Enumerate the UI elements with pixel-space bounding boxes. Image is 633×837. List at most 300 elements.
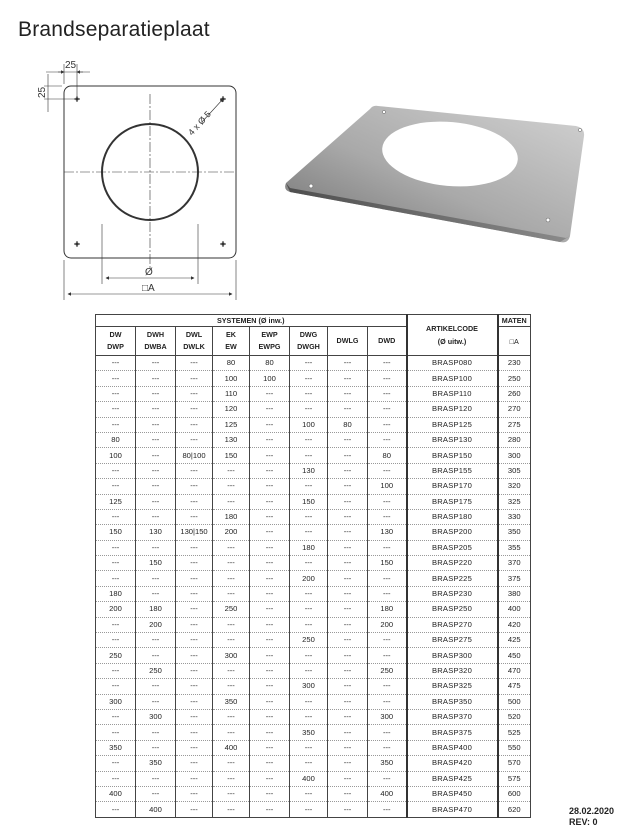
system-column-header: [176, 327, 213, 356]
system-value-cell: ---: [213, 586, 250, 601]
article-code-cell: BRASP200: [407, 525, 498, 540]
system-value-cell: ---: [250, 771, 290, 786]
system-value-cell: ---: [290, 617, 328, 632]
system-value-cell: ---: [250, 509, 290, 524]
system-value-cell: ---: [250, 386, 290, 401]
system-name-alt: DWBA: [144, 342, 167, 351]
system-name-alt: EW: [225, 342, 237, 351]
article-code-cell: BRASP175: [407, 494, 498, 509]
system-name: DW: [109, 330, 122, 339]
system-value-cell: ---: [176, 786, 213, 801]
system-value-cell: ---: [213, 463, 250, 478]
system-value-cell: ---: [328, 479, 368, 494]
system-value-cell: ---: [290, 509, 328, 524]
system-value-cell: ---: [250, 463, 290, 478]
system-value-cell: 200: [290, 571, 328, 586]
system-value-cell: ---: [136, 540, 176, 555]
system-value-cell: ---: [368, 771, 407, 786]
system-value-cell: ---: [213, 802, 250, 817]
system-value-cell: ---: [328, 756, 368, 771]
system-value-cell: ---: [176, 402, 213, 417]
system-value-cell: ---: [250, 679, 290, 694]
table-row: [96, 448, 531, 463]
article-code-cell: BRASP250: [407, 602, 498, 617]
system-value-cell: ---: [328, 771, 368, 786]
table-row: [96, 540, 531, 555]
system-value-cell: ---: [328, 556, 368, 571]
system-value-cell: 200: [213, 525, 250, 540]
system-value-cell: ---: [176, 802, 213, 817]
system-value-cell: 250: [136, 663, 176, 678]
system-name: DWD: [378, 336, 396, 345]
systemen-header: SYSTEMEN (Ø inw.): [96, 315, 407, 327]
dimensions-table: [95, 314, 531, 818]
system-value-cell: 250: [290, 633, 328, 648]
system-column-header: [368, 327, 407, 356]
system-column-header: [250, 327, 290, 356]
system-value-cell: 125: [213, 417, 250, 432]
system-value-cell: 130: [290, 463, 328, 478]
system-value-cell: 180: [213, 509, 250, 524]
table-row: [96, 556, 531, 571]
system-value-cell: ---: [96, 479, 136, 494]
system-value-cell: 80: [368, 448, 407, 463]
system-value-cell: 100: [290, 417, 328, 432]
system-value-cell: ---: [96, 556, 136, 571]
system-value-cell: ---: [176, 663, 213, 678]
system-value-cell: 100: [213, 371, 250, 386]
table-row: [96, 709, 531, 724]
system-value-cell: ---: [96, 371, 136, 386]
system-value-cell: ---: [213, 725, 250, 740]
article-code-cell: BRASP375: [407, 725, 498, 740]
system-value-cell: ---: [176, 679, 213, 694]
system-value-cell: ---: [176, 556, 213, 571]
system-column-header: [290, 327, 328, 356]
system-value-cell: ---: [136, 371, 176, 386]
dim-left-label: 25: [37, 86, 48, 98]
system-value-cell: ---: [213, 756, 250, 771]
system-value-cell: 350: [290, 725, 328, 740]
system-value-cell: ---: [96, 709, 136, 724]
system-value-cell: ---: [250, 663, 290, 678]
system-value-cell: ---: [96, 802, 136, 817]
system-value-cell: 250: [213, 602, 250, 617]
system-column-header: [96, 327, 136, 356]
system-value-cell: 300: [136, 709, 176, 724]
system-value-cell: 180: [136, 602, 176, 617]
system-value-cell: 150: [290, 494, 328, 509]
system-value-cell: ---: [96, 540, 136, 555]
system-value-cell: ---: [176, 540, 213, 555]
system-value-cell: ---: [290, 648, 328, 663]
system-value-cell: ---: [368, 648, 407, 663]
system-value-cell: ---: [136, 432, 176, 447]
size-cell: 520: [498, 709, 531, 724]
size-cell: 420: [498, 617, 531, 632]
system-value-cell: ---: [368, 494, 407, 509]
system-value-cell: ---: [176, 571, 213, 586]
system-column-header: [136, 327, 176, 356]
system-value-cell: ---: [136, 479, 176, 494]
system-value-cell: 130: [213, 432, 250, 447]
system-value-cell: ---: [290, 479, 328, 494]
system-value-cell: ---: [328, 509, 368, 524]
article-code-cell: BRASP150: [407, 448, 498, 463]
size-cell: 330: [498, 509, 531, 524]
system-value-cell: ---: [290, 356, 328, 371]
system-value-cell: ---: [250, 432, 290, 447]
system-value-cell: ---: [328, 786, 368, 801]
article-code-cell: BRASP470: [407, 802, 498, 817]
system-value-cell: ---: [213, 571, 250, 586]
size-cell: 300: [498, 448, 531, 463]
table-row: [96, 725, 531, 740]
system-value-cell: ---: [328, 633, 368, 648]
size-cell: 620: [498, 802, 531, 817]
system-value-cell: 180: [96, 586, 136, 601]
table-row: [96, 786, 531, 801]
article-code-cell: BRASP275: [407, 633, 498, 648]
system-value-cell: 100: [250, 371, 290, 386]
system-value-cell: 400: [213, 740, 250, 755]
table-row: [96, 417, 531, 432]
system-value-cell: ---: [368, 725, 407, 740]
system-value-cell: ---: [368, 432, 407, 447]
size-cell: 350: [498, 525, 531, 540]
system-name-alt: DWP: [107, 342, 124, 351]
system-value-cell: 250: [368, 663, 407, 678]
revision-number: REV: 0: [569, 817, 598, 827]
system-value-cell: ---: [96, 617, 136, 632]
revision-stamp: [569, 806, 614, 828]
system-value-cell: ---: [136, 694, 176, 709]
size-cell: 325: [498, 494, 531, 509]
system-value-cell: ---: [290, 402, 328, 417]
system-value-cell: 100: [96, 448, 136, 463]
artikelcode-header: ARTIKELCODE (Ø uitw.): [407, 315, 498, 356]
table-row: [96, 679, 531, 694]
technical-drawing: [34, 54, 244, 304]
system-value-cell: ---: [176, 509, 213, 524]
system-value-cell: ---: [136, 402, 176, 417]
system-value-cell: 130: [136, 525, 176, 540]
size-cell: 575: [498, 771, 531, 786]
system-value-cell: ---: [328, 432, 368, 447]
size-cell: 475: [498, 679, 531, 694]
system-name-alt: EWPG: [258, 342, 281, 351]
system-value-cell: 350: [136, 756, 176, 771]
page-title: Brandseparatieplaat: [18, 18, 210, 41]
size-cell: 470: [498, 663, 531, 678]
system-value-cell: ---: [328, 463, 368, 478]
system-value-cell: ---: [328, 725, 368, 740]
size-cell: 570: [498, 756, 531, 771]
system-value-cell: 250: [96, 648, 136, 663]
system-value-cell: 180: [368, 602, 407, 617]
system-value-cell: ---: [290, 448, 328, 463]
article-code-cell: BRASP320: [407, 663, 498, 678]
system-value-cell: ---: [328, 586, 368, 601]
system-value-cell: ---: [96, 509, 136, 524]
system-value-cell: ---: [328, 694, 368, 709]
system-value-cell: 120: [213, 402, 250, 417]
table-row: [96, 740, 531, 755]
table-row: [96, 586, 531, 601]
system-value-cell: ---: [176, 709, 213, 724]
system-value-cell: ---: [136, 448, 176, 463]
size-cell: 425: [498, 633, 531, 648]
system-value-cell: ---: [213, 771, 250, 786]
maten-header: MATEN: [498, 315, 531, 327]
system-value-cell: ---: [290, 432, 328, 447]
system-value-cell: 400: [96, 786, 136, 801]
system-value-cell: ---: [250, 740, 290, 755]
system-value-cell: ---: [136, 386, 176, 401]
system-value-cell: 300: [96, 694, 136, 709]
system-value-cell: 200: [96, 602, 136, 617]
system-value-cell: ---: [368, 802, 407, 817]
system-value-cell: 350: [368, 756, 407, 771]
system-value-cell: ---: [290, 709, 328, 724]
system-value-cell: ---: [136, 463, 176, 478]
system-value-cell: ---: [250, 709, 290, 724]
system-value-cell: ---: [250, 525, 290, 540]
system-value-cell: ---: [176, 432, 213, 447]
system-value-cell: ---: [368, 386, 407, 401]
system-value-cell: ---: [136, 494, 176, 509]
system-value-cell: ---: [213, 479, 250, 494]
article-code-cell: BRASP270: [407, 617, 498, 632]
system-value-cell: 400: [136, 802, 176, 817]
system-value-cell: ---: [368, 402, 407, 417]
system-value-cell: ---: [250, 417, 290, 432]
system-value-cell: ---: [136, 648, 176, 663]
diameter-label: Ø: [145, 267, 153, 278]
system-value-cell: ---: [96, 663, 136, 678]
system-value-cell: ---: [368, 633, 407, 648]
system-value-cell: ---: [176, 371, 213, 386]
system-value-cell: ---: [368, 356, 407, 371]
system-column-header: [213, 327, 250, 356]
table-row: [96, 432, 531, 447]
size-cell: 370: [498, 556, 531, 571]
size-cell: 375: [498, 571, 531, 586]
table-row: [96, 571, 531, 586]
system-value-cell: 150: [368, 556, 407, 571]
system-value-cell: ---: [136, 356, 176, 371]
system-column-header: [328, 327, 368, 356]
system-value-cell: ---: [250, 586, 290, 601]
system-value-cell: ---: [290, 694, 328, 709]
system-value-cell: ---: [250, 756, 290, 771]
table-row: [96, 494, 531, 509]
size-cell: 500: [498, 694, 531, 709]
system-value-cell: 100: [368, 479, 407, 494]
system-value-cell: ---: [328, 494, 368, 509]
article-code-cell: BRASP205: [407, 540, 498, 555]
system-value-cell: ---: [96, 679, 136, 694]
article-code-cell: BRASP120: [407, 402, 498, 417]
system-value-cell: ---: [136, 740, 176, 755]
system-value-cell: 300: [368, 709, 407, 724]
maten-subheader: □A: [498, 327, 531, 356]
size-cell: 550: [498, 740, 531, 755]
size-cell: 305: [498, 463, 531, 478]
system-name-alt: DWLK: [183, 342, 205, 351]
system-value-cell: ---: [96, 771, 136, 786]
article-code-cell: BRASP350: [407, 694, 498, 709]
system-value-cell: 150: [136, 556, 176, 571]
article-code-cell: BRASP110: [407, 386, 498, 401]
article-code-cell: BRASP180: [407, 509, 498, 524]
system-value-cell: ---: [368, 586, 407, 601]
system-value-cell: ---: [368, 509, 407, 524]
system-value-cell: ---: [250, 540, 290, 555]
system-value-cell: ---: [213, 540, 250, 555]
system-name: EWP: [261, 330, 278, 339]
article-code-cell: BRASP400: [407, 740, 498, 755]
system-value-cell: 400: [290, 771, 328, 786]
system-value-cell: ---: [290, 786, 328, 801]
system-value-cell: ---: [290, 525, 328, 540]
system-value-cell: ---: [96, 463, 136, 478]
system-value-cell: ---: [250, 725, 290, 740]
table-row: [96, 371, 531, 386]
system-value-cell: ---: [368, 463, 407, 478]
system-value-cell: ---: [368, 679, 407, 694]
article-code-cell: BRASP420: [407, 756, 498, 771]
system-value-cell: 180: [290, 540, 328, 555]
system-value-cell: ---: [96, 386, 136, 401]
system-value-cell: ---: [136, 509, 176, 524]
system-value-cell: ---: [213, 633, 250, 648]
table-row: [96, 663, 531, 678]
system-value-cell: ---: [136, 679, 176, 694]
system-value-cell: ---: [176, 479, 213, 494]
article-code-cell: BRASP300: [407, 648, 498, 663]
table-row: [96, 756, 531, 771]
system-value-cell: ---: [176, 694, 213, 709]
article-code-cell: BRASP450: [407, 786, 498, 801]
system-value-cell: ---: [368, 540, 407, 555]
table-row: [96, 617, 531, 632]
system-value-cell: ---: [136, 725, 176, 740]
width-label: □A: [142, 283, 155, 294]
system-value-cell: ---: [290, 371, 328, 386]
table-row: [96, 479, 531, 494]
system-value-cell: ---: [96, 417, 136, 432]
hole-label: 4 x Ø 5: [186, 109, 213, 138]
system-value-cell: ---: [176, 725, 213, 740]
system-value-cell: ---: [290, 602, 328, 617]
size-cell: 450: [498, 648, 531, 663]
system-value-cell: ---: [368, 571, 407, 586]
size-cell: 250: [498, 371, 531, 386]
system-value-cell: 130|150: [176, 525, 213, 540]
article-code-cell: BRASP130: [407, 432, 498, 447]
system-value-cell: ---: [250, 602, 290, 617]
system-value-cell: ---: [96, 725, 136, 740]
system-value-cell: ---: [328, 402, 368, 417]
system-name: DWH: [146, 330, 165, 339]
table-row: [96, 802, 531, 817]
system-value-cell: ---: [176, 386, 213, 401]
size-cell: 260: [498, 386, 531, 401]
system-value-cell: ---: [136, 633, 176, 648]
system-value-cell: ---: [176, 463, 213, 478]
article-code-cell: BRASP370: [407, 709, 498, 724]
system-value-cell: ---: [328, 356, 368, 371]
system-value-cell: ---: [328, 448, 368, 463]
system-value-cell: ---: [176, 648, 213, 663]
system-value-cell: 80: [213, 356, 250, 371]
system-value-cell: ---: [176, 494, 213, 509]
system-value-cell: 300: [213, 648, 250, 663]
system-value-cell: 80: [96, 432, 136, 447]
system-value-cell: ---: [328, 709, 368, 724]
system-value-cell: ---: [250, 402, 290, 417]
size-cell: 230: [498, 356, 531, 371]
size-cell: 320: [498, 479, 531, 494]
table-row: [96, 633, 531, 648]
system-value-cell: ---: [290, 586, 328, 601]
system-value-cell: ---: [250, 786, 290, 801]
system-value-cell: ---: [250, 479, 290, 494]
system-value-cell: ---: [368, 371, 407, 386]
system-value-cell: ---: [328, 617, 368, 632]
article-code-cell: BRASP125: [407, 417, 498, 432]
system-value-cell: ---: [328, 371, 368, 386]
system-value-cell: ---: [176, 617, 213, 632]
system-value-cell: ---: [250, 802, 290, 817]
system-value-cell: ---: [136, 771, 176, 786]
table-row: [96, 771, 531, 786]
system-name: EK: [226, 330, 236, 339]
article-code-cell: BRASP225: [407, 571, 498, 586]
system-value-cell: 80: [250, 356, 290, 371]
system-value-cell: ---: [136, 586, 176, 601]
system-value-cell: ---: [290, 740, 328, 755]
system-value-cell: 350: [96, 740, 136, 755]
system-value-cell: ---: [176, 740, 213, 755]
article-code-cell: BRASP100: [407, 371, 498, 386]
table-row: [96, 463, 531, 478]
system-value-cell: ---: [328, 602, 368, 617]
system-value-cell: ---: [213, 494, 250, 509]
system-value-cell: ---: [250, 694, 290, 709]
size-cell: 355: [498, 540, 531, 555]
system-value-cell: ---: [328, 679, 368, 694]
system-value-cell: ---: [176, 417, 213, 432]
system-value-cell: 125: [96, 494, 136, 509]
table-row: [96, 402, 531, 417]
system-value-cell: ---: [176, 756, 213, 771]
table-row: [96, 648, 531, 663]
system-value-cell: ---: [213, 663, 250, 678]
size-cell: 525: [498, 725, 531, 740]
table-row: [96, 694, 531, 709]
system-name: DWLG: [336, 336, 359, 345]
system-value-cell: 200: [136, 617, 176, 632]
system-name-alt: DWGH: [297, 342, 320, 351]
size-cell: 280: [498, 432, 531, 447]
system-value-cell: 130: [368, 525, 407, 540]
system-value-cell: ---: [213, 709, 250, 724]
system-value-cell: 80: [328, 417, 368, 432]
system-value-cell: ---: [328, 571, 368, 586]
system-value-cell: ---: [250, 571, 290, 586]
